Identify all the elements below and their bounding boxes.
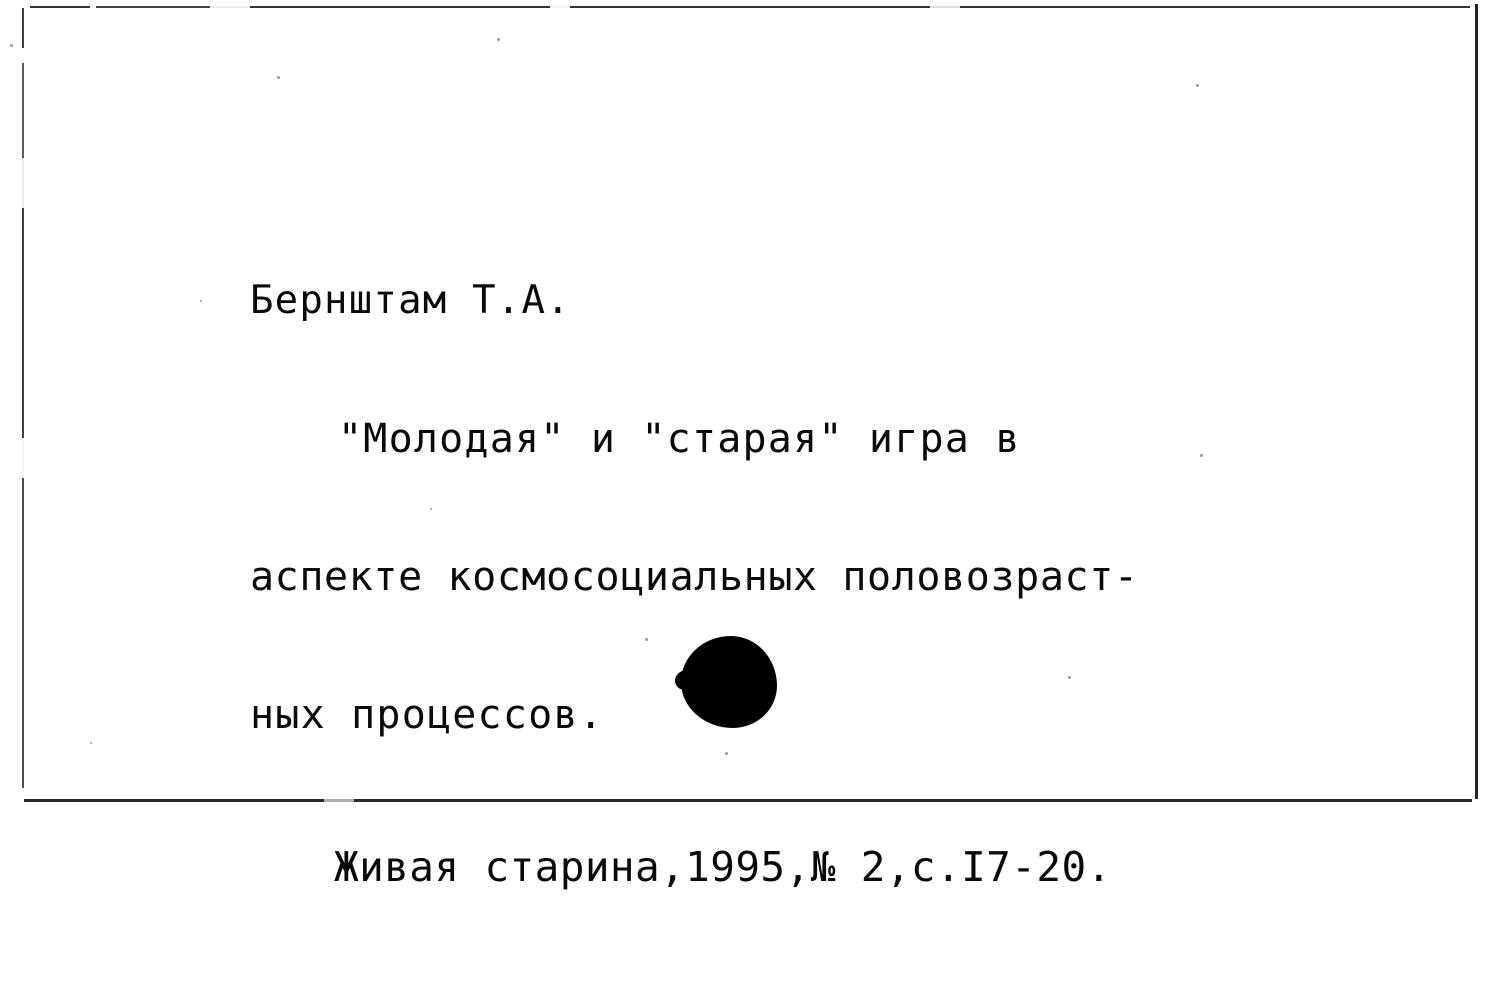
scan-speck xyxy=(725,752,728,755)
scan-speck xyxy=(645,638,648,641)
scan-speck xyxy=(277,76,280,79)
scan-speck xyxy=(1200,454,1203,457)
scan-speck xyxy=(90,742,92,744)
title-line-2: аспекте космосоциальных половозраст- xyxy=(250,554,1139,600)
card-edge-left xyxy=(22,8,24,788)
source-citation-line: Живая старина,1995,№ 2,с.I7-20. xyxy=(334,843,1112,891)
ink-blot-mark xyxy=(681,636,777,728)
scan-speck xyxy=(497,38,500,41)
scan-speck xyxy=(1196,84,1199,87)
scan-speck xyxy=(1068,676,1071,679)
title-line-3: ных процессов. xyxy=(250,692,604,738)
scan-speck xyxy=(200,300,202,302)
author-line: Бернштам Т.А. xyxy=(250,278,571,323)
title-line-1: "Молодая" и "старая" игра в xyxy=(338,416,1021,462)
card-edge-right xyxy=(1475,4,1478,799)
card-edge-top xyxy=(30,6,1470,8)
typed-text-block xyxy=(250,186,1390,982)
scan-speck xyxy=(10,44,13,47)
scan-speck xyxy=(430,508,432,510)
